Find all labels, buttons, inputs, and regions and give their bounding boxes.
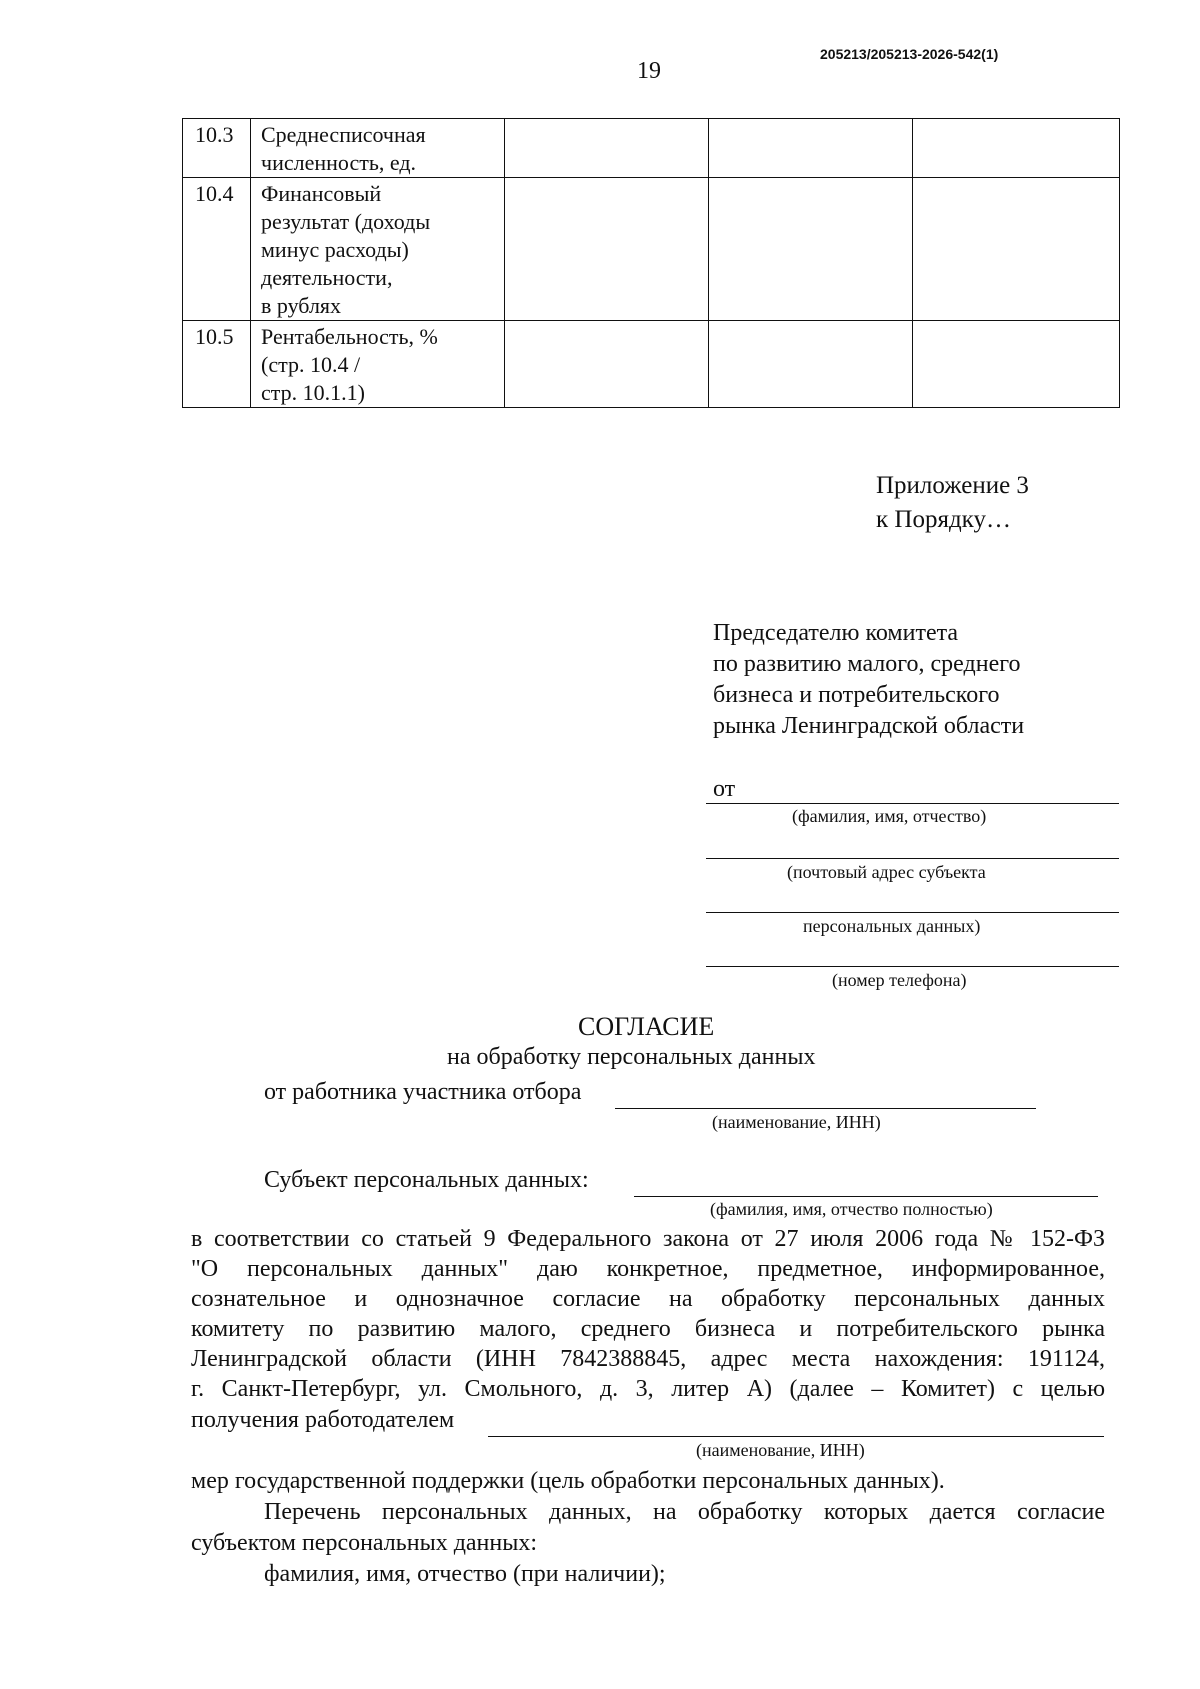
table-cell (913, 119, 1120, 178)
body-line: в соответствии со статьей 9 Федерального закона от 27 июля 2006 года № 152-ФЗ (191, 1226, 1105, 1252)
body-line: комитету по развитию малого, среднего бизнеса и потребительского рынка (191, 1316, 1105, 1342)
phone-caption: (номер телефона) (832, 970, 967, 990)
table-cell (709, 178, 913, 321)
addressee-line: Председателю комитета (713, 620, 959, 646)
address-caption-2: персональных данных) (803, 916, 981, 936)
row-number: 10.3 (183, 119, 251, 178)
row-label (251, 321, 505, 408)
addressee-line: бизнеса и потребительского (713, 682, 1000, 708)
list-intro-line-2: субъектом персональных данных: (191, 1530, 538, 1556)
subject-caption: (фамилия, имя, отчество полностью) (710, 1199, 993, 1219)
consent-subtitle: на обработку персональных данных (447, 1044, 816, 1070)
row-label-line: Финансовый (261, 181, 382, 206)
fio-caption: (фамилия, имя, отчество) (792, 806, 987, 826)
body-line: Ленинградской области (ИНН 7842388845, адрес места нахождения: 191124, (191, 1346, 1105, 1372)
row-label-line: результат (доходы (261, 209, 431, 234)
row-label-line: стр. 10.1.1) (261, 380, 365, 405)
from-label: от (713, 776, 736, 802)
subject-label: Субъект персональных данных: (264, 1167, 589, 1193)
table-cell (505, 321, 709, 408)
table-cell (505, 119, 709, 178)
table-cell (709, 321, 913, 408)
body-line: г. Санкт-Петербург, ул. Смольного, д. 3, литер А) (далее – Комитет) с целью (191, 1376, 1105, 1402)
row-label-line: деятельности, (261, 265, 393, 290)
row-label-line: в рублях (261, 293, 342, 318)
row-label (251, 119, 505, 178)
list-item: фамилия, имя, отчество (при наличии); (264, 1561, 666, 1587)
table-cell (913, 178, 1120, 321)
subject-blank-line (634, 1196, 1098, 1197)
table-cell (913, 321, 1120, 408)
row-label-line: минус расходы) (261, 237, 409, 262)
address-blank-line (706, 858, 1119, 859)
phone-blank-line (706, 966, 1119, 967)
row-label-line: Среднесписочная (261, 122, 426, 147)
purpose-line: мер государственной поддержки (цель обработки персональных данных). (191, 1468, 945, 1494)
org-caption: (наименование, ИНН) (712, 1112, 881, 1132)
table-cell (505, 178, 709, 321)
document-code: 205213/205213-2026-542(1) (820, 46, 999, 62)
row-number: 10.5 (183, 321, 251, 408)
org-blank-line (615, 1108, 1036, 1109)
body-paragraph (191, 1226, 1105, 1406)
financial-indicators-table (182, 118, 1120, 408)
row-label-line: Рентабельность, % (261, 324, 438, 349)
annex-reference: к Порядку… (876, 506, 1011, 533)
table-row (183, 119, 1120, 178)
addressee-line: рынка Ленинградской области (713, 713, 1025, 739)
row-label-line: (стр. 10.4 / (261, 352, 361, 377)
consent-from-worker: от работника участника отбора (264, 1079, 582, 1105)
table-cell (709, 119, 913, 178)
row-label (251, 178, 505, 321)
page-number: 19 (637, 58, 661, 84)
table-row (183, 178, 1120, 321)
employer-label: получения работодателем (191, 1407, 455, 1433)
row-label-line: численность, ед. (261, 150, 417, 175)
fio-blank-line (706, 803, 1119, 804)
annex-title: Приложение 3 (876, 472, 1029, 499)
employer-caption: (наименование, ИНН) (696, 1440, 865, 1460)
row-number: 10.4 (183, 178, 251, 321)
employer-blank-line (488, 1436, 1104, 1437)
body-line: сознательное и однозначное согласие на обработку персональных данных (191, 1286, 1105, 1312)
address-caption: (почтовый адрес субъекта (787, 862, 986, 882)
body-line: "О персональных данных" даю конкретное, предметное, информированное, (191, 1256, 1105, 1282)
address-blank-line-2 (706, 912, 1119, 913)
table-row (183, 321, 1120, 408)
addressee-line: по развитию малого, среднего (713, 651, 1021, 677)
list-intro-line: Перечень персональных данных, на обработку которых дается согласие (264, 1499, 1105, 1525)
consent-title: СОГЛАСИЕ (578, 1012, 715, 1041)
